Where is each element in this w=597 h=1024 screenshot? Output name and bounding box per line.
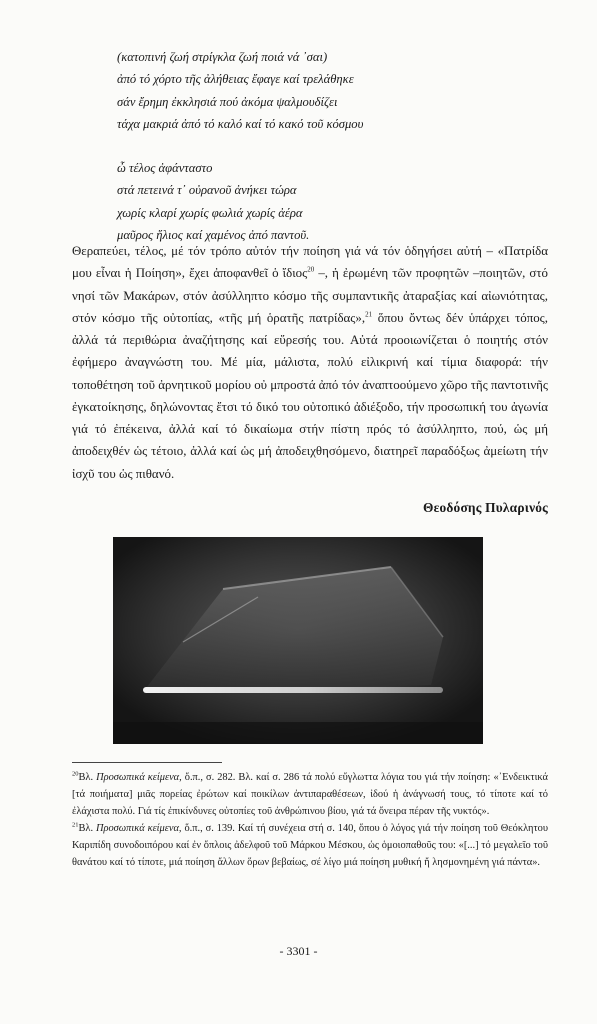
footnote-20 [72,770,548,820]
footnote-mark: 21 [72,821,79,829]
footnotes [72,770,548,873]
poem-line: τάχα μακριά ἀπό τό καλό καί τό κακό τοῦ κόσμου [117,116,364,131]
body-text [72,240,548,485]
footnote-title: Προσωπικά κείμενα, [95,823,182,835]
page-number: - 3301 - [279,944,318,958]
body-text-part: –, ἡ ἐρωμένη τῶν προφητῶν –ποιητῶν, στό νησί τῶν Μακάρων, στόν ἀσύλληπτο κόσμο τῆς συμπαντικῆς ἀταραξίας καί αἰωνιότητας, στόν κόσμο τῆς οὐτοπίας, «τῆς μή ὁρατῆς πατρίδας», [72,266,548,325]
poem-line: ὦ τέλος ἀφάνταστο [117,161,213,176]
poem-line: στά πετεινά τ᾿ οὐρανοῦ ἀνήκει τώρα [117,183,297,198]
poem-line: (κατοπινή ζωή στρίγκλα ζωή ποιά νά ᾿σαι) [117,50,328,64]
footnote-text: Βλ. [78,823,96,835]
footnote-ref-20[interactable]: 20 [307,265,315,274]
artwork-rod [143,687,443,693]
stanza-gap [117,135,557,157]
footnote-21 [72,821,548,871]
footnote-text: Βλ. [78,772,97,783]
body-text-part: Θεραπεύει, τέλος, μέ τόν τρόπο αὐτόν τήν ποίηση γιά νά τόν ὁδηγήσει αὐτή – «Πατρίδα μου εἶναι ἡ Ποίηση», ἔχει ἀποφανθεῖ ὁ ἴδιος [72,244,548,281]
body-text-part: ὅπου ὄντως δέν ὑπάρχει τόπος, ἀλλά τά περιθώρια ἀναζήτησης καί εὕρεσής του. Αὐτά προοιωνίζεται ὁ ποιητής στόν ἐφήμερο ἀναγνώστη του. Μέ μία, μάλιστα, πολύ εἰλικρινή καί τίμια διαφορά: τήν τοποθέτηση τοῦ ἀρνητικοῦ μορίου οὐ μπροστά ἀπό τόν ἀναπτοούμενο χῶρο τῆς παντοτινῆς ἐγκατοίκησης, δηλώνοντας ἔτσι τό δικό του οὐτοπικό ἀδιέξοδο, τήν προσωπική του ἀγωνία γιά τό ἐπέκεινα, ἀλλά καί τό δικαίωμα στήν πίστη πρός τό ἀσύλληπτο, πού, ὡς μή ἀποδειχθέν ὡς τέτοιο, ἀλλά καί ὡς μή ἀποδειχθησόμενο, διατηρεῖ παραδόξως ἀμείωτη τήν ἰσχῦ του ὡς πιθανό. [72,310,549,481]
footnote-ref-21[interactable]: 21 [365,310,373,319]
poem-line: χωρίς κλαρί χωρίς φωλιά χωρίς ἀέρα [117,205,303,220]
poem-line: ἀπό τό χόρτο τῆς ἀλήθειας ἔφαγε καί τρελάθηκε [117,72,354,87]
poem-line: σάν ἔρημη ἐκκλησιά πού ἀκόμα ψαλμουδίζει [117,94,338,109]
footnote-text: ὅ.π., σ. 282. Βλ. καί σ. 286 τά πολύ εὔγλωττα λόγια του γιά τήν ποίηση: «᾿Ενδεικτικά [τά ποιήματα] μιᾶς πορείας ἐρώτων καί ποικίλων ἀντιπαραθέσεων, ἰδού ἡ ἀνάγνωσή τους, τό τίποτε καί τό ἐλάχιστα πολύ. Γιά τίς ἐπικίνδυνες οὐτοπίες τοῦ ἀνθρώπινου βίου, γιά τά ὄνειρα πέραν τῆς νυκτός». [72,772,548,817]
footnote-title: Προσωπικά κείμενα, [96,772,182,783]
footnote-mark: 20 [72,770,79,778]
poem [117,46,557,246]
artwork-image [113,537,483,744]
footnote-rule [72,762,222,763]
artwork-graphic [113,537,483,744]
poem-line: μαῦρος ἥλιος καί χαμένος ἀπό παντοῦ. [117,228,310,243]
body-paragraph [72,240,548,485]
footnote-text: ὅ.π., σ. 139. Καί τή συνέχεια στή σ. 140, ὅπου ὁ λόγος γιά τήν ποίηση τοῦ Θεόκλητου Καριπίδη συνοδοιπόρου καί ἐν ὅπλοις ἀδελφοῦ τοῦ Μάρκου Μέσκου, ὡς ὁμοιοπαθοῦς του: «[...] τό μεγαλεῖο τοῦ θανάτου καί τό τίποτε, μιά ποίηση ἄλλων ὅρων βεβαίως, σέ λίγο μιά ποίηση μυθική ἤ λησμονημένη γιά πάντα». [72,823,548,868]
author-signature: Θεοδόσης Πυλαρινός [422,500,548,515]
artwork-shadow [113,722,483,744]
